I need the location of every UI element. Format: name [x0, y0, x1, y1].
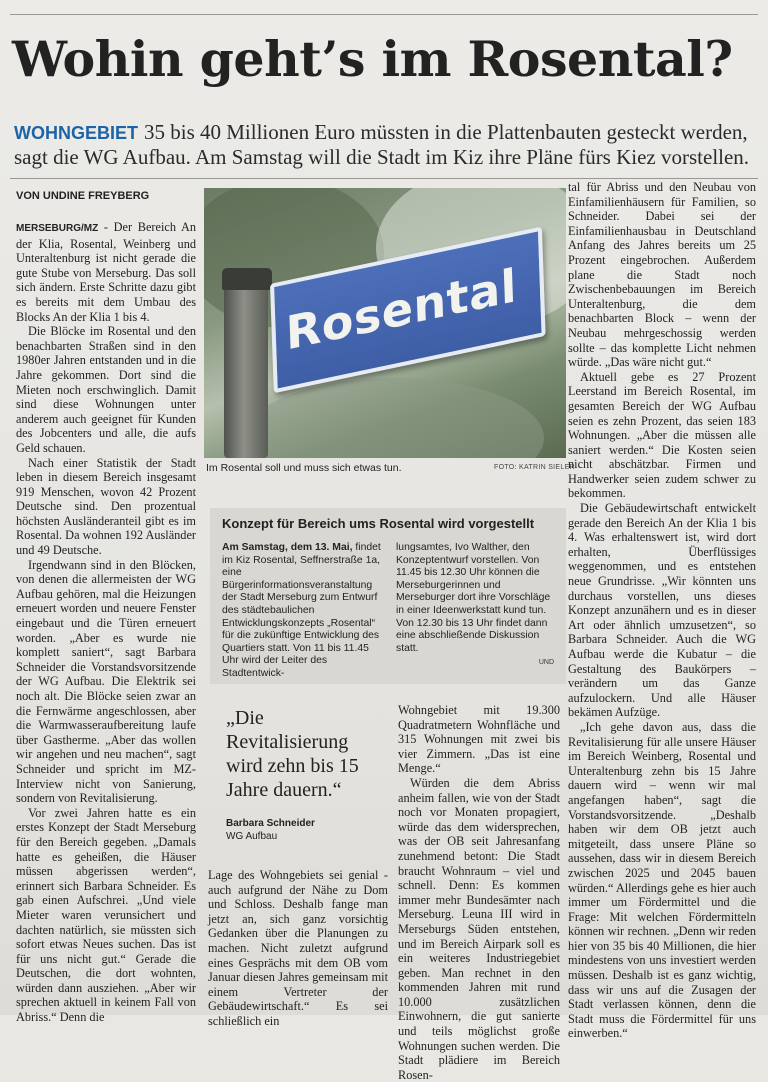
paragraph: Die Gebäudewirtschaft entwickelt gerade den Bereich An der Klia 1 bis 4. Was erhaltenswert ist, wird dort erhalten, Überflüssiges weggenommen, und es entstehen neue Grundrisse. „Wir könnten uns durchaus vorstellen, uns dieses Konzept anzunähern und es in dieser Art oder ähnlich umzusetzen“, so Barbara Schneider. Auch die WG Aufbau werde die Kubatur – die Gestaltung des Baukörpers – verändern um das Ganze aufzulockern. Und alle Häuser bekämen Aufzüge.	[568, 501, 756, 720]
paragraph: Würden die dem Abriss anheim fallen, wie von der Stadt noch vor Monaten propagiert, würde das dem widersprechen, was der OB seit Jahresanfang zunehmend betont: Die Stadt braucht Wohnraum – viel und schnell. Denn: Es kommen immer mehr Bundesämter nach Merseburg. Leuna III wird in Merseburgs Süden entstehen, und im Bereich Airpark soll es ein weiteres Industriegebiet geben. Man rechnet in den kommenden Jahren mit rund 10.000 zusätzlichen Einwohnern, die gut sanierte und teils möglichst große Wohnungen suchen werden. Die Stadt plädiere im Bereich Rosen-	[398, 775, 560, 1082]
photo-caption: Im Rosental soll und muss sich etwas tun.	[206, 462, 402, 474]
info-box-text: findet im Kiz Rosental, Seffnerstraße 1a, eine Bürgerinformationsveranstaltung der Stadt Merseburg zum Entwurf des städtebaulichen Entwicklungskonzepts „Rosental“ für die zukünftige Entwicklung des Quartiers statt. Von 11 bis 11.45 Uhr wird der Leiter des Stadtentwick-	[222, 542, 381, 679]
paragraph: Lage des Wohngebiets sei genial - auch aufgrund der Nähe zu Dom und Schloss. Deshalb fange man jetzt an, sich ganz vorsichtig Gedanken über die Planungen zu machen. Nicht zuletzt aufgrund eines Gesprächs mit dem OB vom Januar diesen Jahres gemeinsam mit einem Vertreter der Gebäudewirtschaft.“ Es sei schließlich ein	[208, 868, 388, 1028]
subhead	[14, 120, 760, 169]
subhead-rule	[10, 178, 758, 179]
pull-quote-role: WG Aufbau	[226, 831, 278, 842]
paragraph: Irgendwann sind in den Blöcken, von denen die allermeisten der WG Aufbau gehören, mal die Heizungen erneuert worden und neuere Fenster eingebaut und die Türen erneuert worden. „Aber es wurde nie komplett saniert“, sagt Barbara Schneider die Vorstandsvorsitzende der WG Aufbau. Die Elektrik sei noch alt. Die Blöcke seien zwar an die Fernwärme angeschlossen, aber die Warmwasseraufbereitung laufe über Gastherme. „Aber das wollen wir angehen und neu machen“, sagt Schneider und spricht im MZ-Interview nicht von Sanierung, sondern von Revitalisierung.	[16, 557, 196, 806]
paragraph: tal für Abriss und den Neubau von Einfamilienhäusern für Familien, so Schneider. Dabei sei der Einfamilienhausbau in Deutschland Anfang des Jahres bereits um 25 Prozent eingebrochen. Außerdem plane die Stadt noch Zwischenbebauungen im Bereich Unteraltenburg, die dem benachbarten Block – wenn der Neubau mehrgeschossig werden sollte – das komplette Licht nehmen würde. „Das wäre nicht gut.“	[568, 180, 756, 370]
subhead-kicker: WOHNGEBIET	[14, 123, 138, 143]
paragraph: Aktuell gebe es 27 Prozent Leerstand im Bereich Rosental, im gesamten Bereich der WG Aufbau seien es zehn Prozent, das seien 183 Wohnungen. „Aber die müssen alle saniert werden.“ Die Kosten seien nicht abschätzbar. Firmen und Handwerker seien zudem schwer zu bekommen.	[568, 369, 756, 501]
info-box-column-2: lungsamtes, Ivo Walther, den Konzeptentwurf vorstellen. Von 11.45 bis 12.30 Uhr können die Merseburgerinnen und Merseburger dort ihre Vorschläge in einer Ideenwerkstatt kund tun. Von 12.30 bis 13 Uhr findet dann eine abschließende Diskussion statt.	[396, 542, 551, 654]
info-box-date: Am Samstag, dem 13. Mai,	[222, 542, 353, 553]
dateline: MERSEBURG/MZ	[16, 223, 99, 234]
article-column-2	[208, 868, 388, 1029]
subhead-text: 35 bis 40 Millionen Euro müssten in die Plattenbauten gesteckt werden, sagt die WG Aufbau. Am Samstag will die Stadt im Kiz ihre Pläne fürs Kiez vorstellen.	[14, 120, 750, 169]
street-sign-text: Rosental	[284, 258, 518, 361]
info-box	[210, 508, 566, 684]
paragraph-text: - Der Bereich An der Klia, Rosental, Weinberg und Unteraltenburg ist nicht gerade die gute Stube von Merseburg. Das soll sich ändern. Erste Schritte dazu gibt es bereits mit dem Umbau des Blocks An der Klia 1 bis 4.	[16, 220, 196, 324]
paragraph: Die Blöcke im Rosental und den benachbarten Straßen sind in den 1980er Jahren entstanden und in die Jahre gekommen. Dort sind die Mieten noch erschwinglich. Damit sind diese Wohnungen unter anderem auch geeignet für Kunden des Jobcenters und alle, die aufs Geld schauen.	[16, 324, 196, 455]
paragraph	[16, 220, 196, 324]
article-column-4	[568, 180, 756, 1041]
byline: VON UNDINE FREYBERG	[16, 190, 150, 202]
article-column-1	[16, 220, 196, 1025]
photo-credit: FOTO: KATRIN SIELER	[494, 464, 575, 471]
paragraph: Vor zwei Jahren hatte es ein erstes Konzept der Stadt Merseburg für den Bereich gegeben. „Damals hatte es geheißen, die Häuser müssen abgerissen werden“, erinnert sich Barbara Schneider. Es gab einen Aufschrei. „Und viele Mieter waren verunsichert und dachten natürlich, sie müssten sich sofort etwas Neues suchen. Das ist für uns nicht gut.“ Gerade die Deutschen, die dort wohnten, würden dann ausziehen. „Aber wir sprechen aktuell in keinem Fall von Abriss.“ Denn die	[16, 805, 196, 1025]
info-box-signoff: UND	[538, 659, 554, 666]
info-box-column-1	[222, 542, 382, 681]
headline: Wohin geht’s im Rosental?	[12, 30, 733, 88]
pull-quote-name: Barbara Schneider	[226, 818, 315, 829]
info-box-title: Konzept für Bereich ums Rosental wird vorgestellt	[222, 516, 535, 531]
paragraph: Nach einer Statistik der Stadt leben in diesem Bereich insgesamt 919 Menschen, wovon 42 Prozent Deutsche sind. Den prozentual höchsten Ausländeranteil gibt es im Rosental. Da wohnen 192 Ausländer und 49 Deutsche.	[16, 455, 196, 558]
pull-quote: „Die Revitalisierung wird zehn bis 15 Jahre dauern.“	[226, 707, 359, 801]
article-column-3	[398, 703, 560, 1082]
street-sign-photo	[204, 188, 566, 458]
sign-pole	[224, 270, 268, 458]
paragraph: „Ich gehe davon aus, dass die Revitalisierung für alle unsere Häuser im Bereich Weinberg, Rosental und Unteraltenburg zehn bis 15 Jahre dauern wird – wenn wir mal angefangen haben“, sagt die Vorstandsvorsitzende. „Deshalb haben wir dem OB jetzt auch mitgeteilt, dass unsere Pläne so aussehen, dass wir in diesem Bereich zwischen 2025 und 2045 bauen würden.“ Allerdings gehe es hier auch immer um Fördermittel und die Frage: Mit welchen Fördermitteln können wir rechnen. „Denn wir reden hier von 35 bis 40 Millionen, die hier mindestens von uns investiert werden müssen. Deshalb ist es ganz wichtig, dass wir uns auf die Zusagen der Stadt verlassen können, denn die Stadt muss die Fördermittel für uns einwerben.“	[568, 719, 756, 1041]
sign-pole-cap	[222, 268, 272, 290]
top-rule	[10, 14, 758, 15]
paragraph: Wohngebiet mit 19.300 Quadratmetern Wohnfläche und 315 Wohnungen mit zwei bis vier Zimmern. „Das ist eine Menge.“	[398, 703, 560, 776]
